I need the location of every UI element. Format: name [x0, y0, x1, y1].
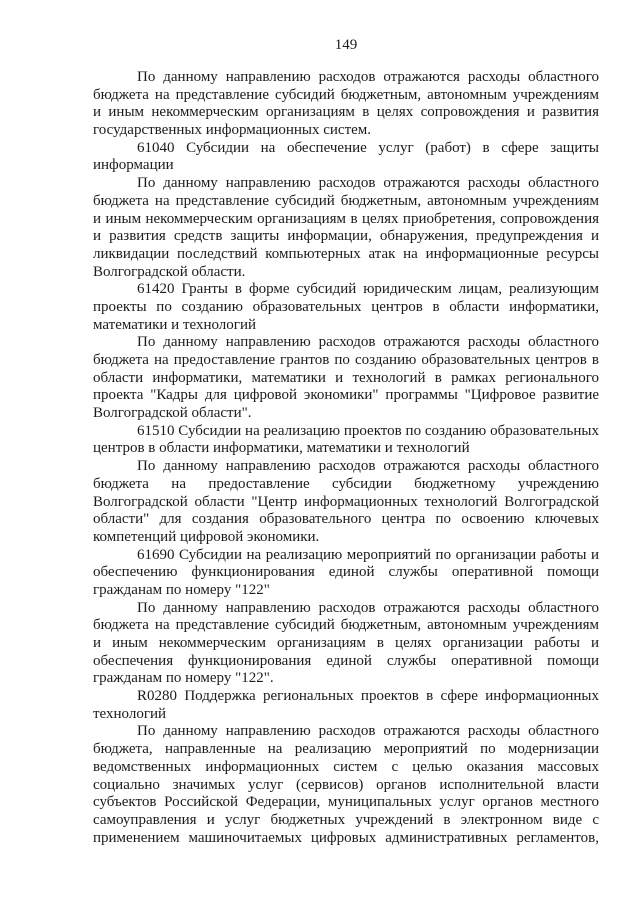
text-line: и иным некоммерческим организациям в целях приобретения, сопровождения: [93, 210, 599, 227]
text-line: По данному направлению расходов отражаются расходы областного: [137, 69, 599, 85]
text-line: обеспечению функционирования единой службы оперативной помощи: [93, 564, 599, 581]
text-line: бюджета на представление субсидий бюджетным, автономным учреждениям: [93, 86, 599, 103]
text-line: 61420 Гранты в форме субсидий юридическим лицам, реализующим: [137, 281, 599, 298]
text-line: и иным некоммерческим организациям в целях сопровождения и развития: [93, 104, 599, 121]
text-line: социально значимых услуг (сервисов) органов исполнительной власти: [93, 776, 599, 793]
text-line: бюджета, направленные на реализацию мероприятий по модернизации: [93, 741, 599, 758]
text-line: проекты по созданию образовательных центров в области информатики,: [93, 298, 599, 315]
page-number: 149: [334, 37, 358, 53]
text-line: технологий: [93, 705, 167, 722]
paragraph: [93, 334, 599, 422]
paragraph: [93, 723, 599, 847]
paragraph: [93, 547, 599, 600]
text-line: ведомственных информационных систем с целью оказания массовых: [93, 758, 599, 775]
text-line: ликвидации последствий компьютерных атак на информационные ресурсы: [93, 245, 599, 262]
paragraph: [93, 423, 599, 458]
text-line: 61510 Субсидии на реализацию проектов по созданию образовательных: [137, 422, 599, 439]
text-line: компетенций цифровой экономики.: [93, 528, 320, 545]
text-line: бюджета на предоставление субсидии бюджетному учреждению: [93, 475, 599, 492]
body-text: [93, 69, 599, 847]
text-line: Волгоградской области "Центр информационных технологий Волгоградской: [93, 493, 599, 510]
text-line: обеспечения функционирования единой службы оперативной помощи: [93, 652, 599, 669]
text-line: По данному направлению расходов отражаются расходы областного: [137, 334, 599, 351]
text-line: бюджета на представление субсидий бюджетным, автономным учреждениям: [93, 192, 599, 209]
text-line: гражданам по номеру "122".: [93, 670, 274, 687]
text-line: субъектов Российской Федерации, муниципальных услуг органов местного: [93, 794, 599, 811]
text-line: и иным некоммерческим организациям в целях организации работы и: [93, 635, 599, 651]
paragraph: [93, 688, 599, 723]
text-line: информации: [93, 157, 174, 174]
paragraph: [93, 281, 599, 334]
text-line: области информатики, математики и технологий в рамках регионального: [93, 369, 599, 386]
text-line: По данному направлению расходов отражаются расходы областного: [137, 723, 599, 740]
text-line: бюджета на представление субсидий бюджетным, автономным учреждениям: [93, 617, 599, 634]
text-line: центров в области информатики, математики и технологий: [93, 440, 470, 457]
text-line: гражданам по номеру "122": [93, 581, 270, 598]
paragraph: [93, 69, 599, 140]
paragraph: [93, 140, 599, 175]
text-line: бюджета на предоставление грантов по созданию образовательных центров в: [93, 352, 599, 368]
text-line: Волгоградской области".: [93, 405, 252, 422]
paragraph: [93, 175, 599, 281]
text-line: По данному направлению расходов отражаются расходы областного: [137, 175, 599, 192]
text-line: применением машиночитаемых цифровых административных регламентов,: [93, 829, 599, 846]
text-line: области" для создания образовательного центра по освоению ключевых: [93, 511, 599, 528]
text-line: и развития средств защиты информации, обнаружения, предупреждения и: [93, 228, 599, 245]
text-line: Волгоградской области.: [93, 263, 246, 280]
text-line: самоуправления и услуг бюджетных учреждений в электронном виде с: [93, 811, 599, 828]
text-line: проекта "Кадры для цифровой экономики" программы "Цифровое развитие: [93, 387, 599, 404]
paragraph: [93, 600, 599, 688]
text-line: 61040 Субсидии на обеспечение услуг (работ) в сфере защиты: [137, 139, 599, 156]
text-line: По данному направлению расходов отражаются расходы областного: [137, 599, 599, 616]
text-line: государственных информационных систем.: [93, 122, 372, 139]
text-line: По данному направлению расходов отражаются расходы областного: [137, 458, 599, 475]
text-line: R0280 Поддержка региональных проектов в сфере информационных: [137, 688, 599, 705]
paragraph: [93, 458, 599, 546]
text-line: математики и технологий: [93, 316, 256, 333]
text-line: 61690 Субсидии на реализацию мероприятий по организации работы и: [137, 546, 599, 563]
